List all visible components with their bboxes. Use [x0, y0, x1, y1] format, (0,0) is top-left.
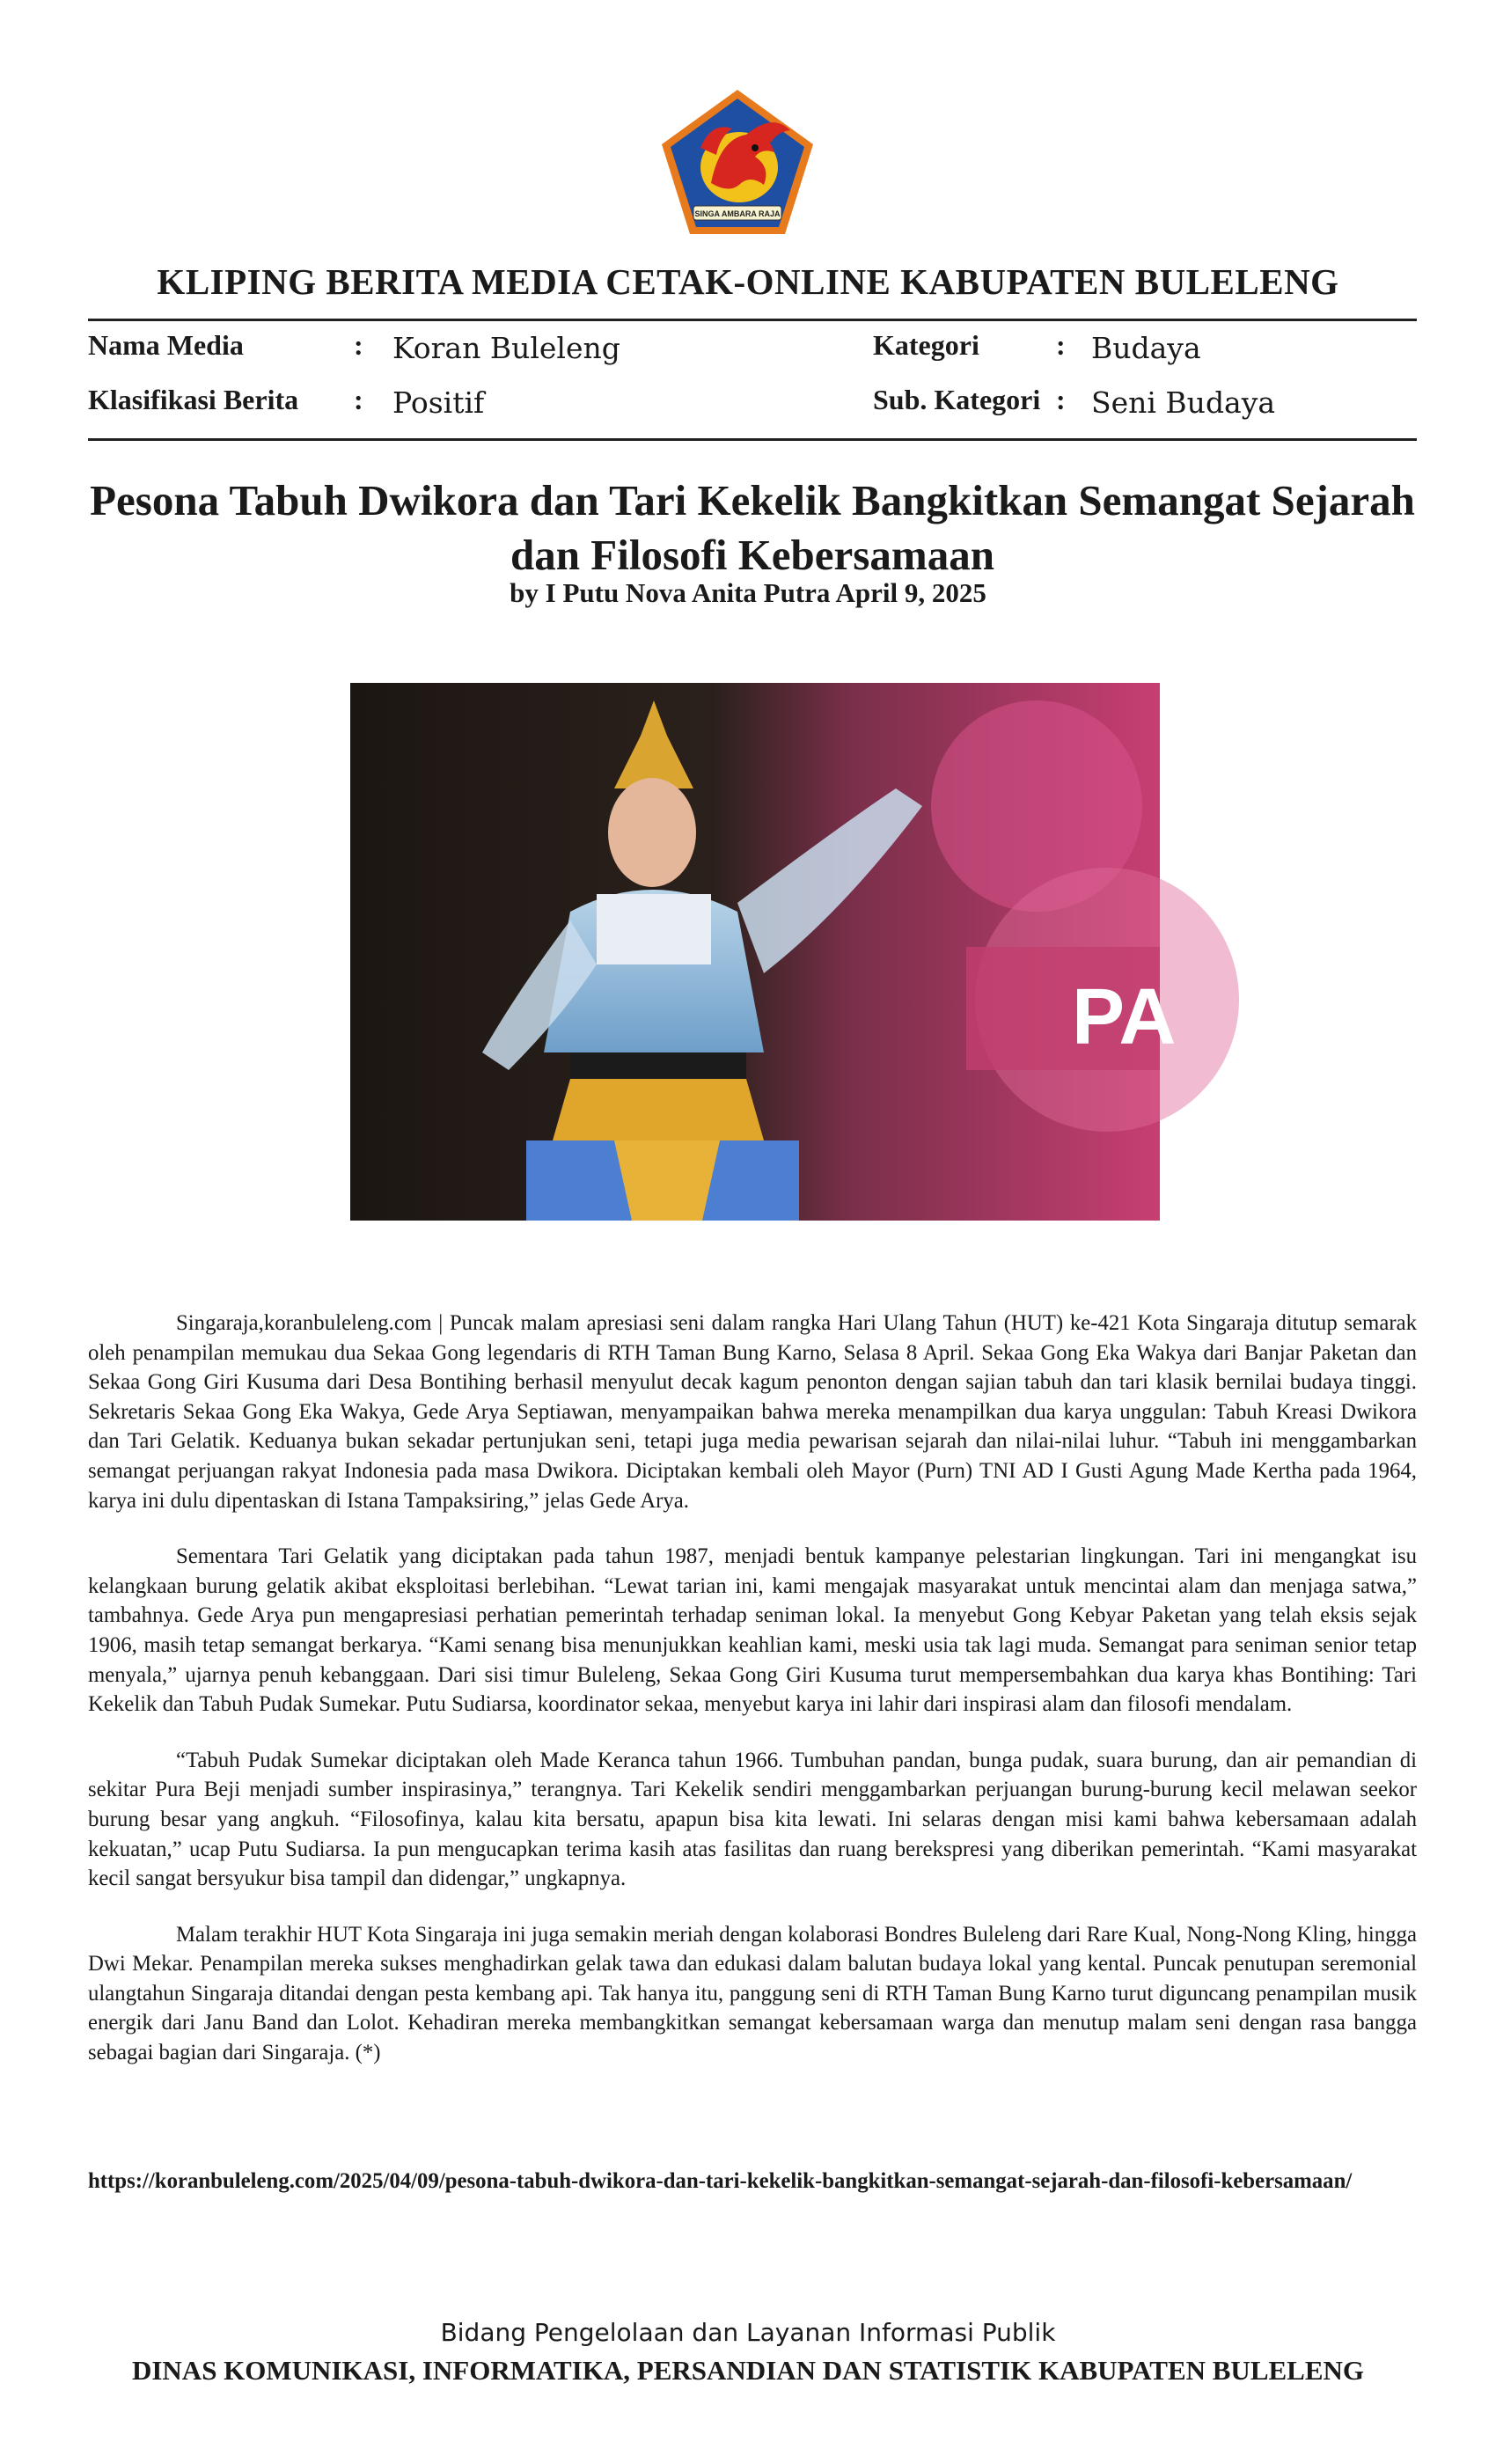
classification-value: Positif — [392, 385, 485, 420]
classification-colon: : — [354, 384, 363, 415]
media-name-value: Koran Buleleng — [392, 331, 620, 365]
article-paragraph-4: Malam terakhir HUT Kota Singaraja ini juga semakin meriah dengan kolaborasi Bondres Buleleng dari Rare Kual, Nong-Nong Kling, hingga Dwi Mekar. Penampilan mereka sukses menghadirkan gelak tawa dan edukasi dalam balutan budaya lokal yang kental. Puncak penutupan seremonial ulangtahun Singaraja ditandai dengan pesta kembang api. Tak hanya itu, panggung seni di RTH Taman Bung Karno turut diguncang penampilan musik energik dari Janu Band dan Lolot. Kehadiran mereka membangkitkan semangat kebersamaan warga dan menutup malam seni dengan rasa bangga sebagai bagian dari Singaraja. (*) — [88, 1922, 1417, 2065]
subcategory-label: Sub. Kategori — [873, 384, 1041, 415]
balinese-dancer-photo-icon — [350, 683, 1177, 1221]
category-colon: : — [1056, 329, 1066, 361]
article-paragraph-1: Singaraja,koranbuleleng.com | Puncak malam apresiasi seni dalam rangka Hari Ulang Tahun (HUT) ke-421 Kota Singaraja ditutup semarak oleh penampilan memukau dua Sekaa Gong legendaris di RTH Taman Bung Karno, Selasa 8 April. Sekaa Gong Eka Wakya dari Banjar Paketan dan Sekaa Gong Giri Kusuma dari Desa Bontihing berhasil menyulut decak kagum penonton dengan sajian tabuh dan tari klasik bernilai budaya tinggi. Sekretaris Sekaa Gong Eka Wakya, Gede Arya Septiawan, menyampaikan bahwa mereka menampilkan dua karya unggulan: Tabuh Kreasi Dwikora dan Tari Gelatik. Keduanya bukan sekadar pertunjukan seni, tetapi juga media pewarisan sejarah dan nilai-nilai luhur. “Tabuh ini menggambarkan semangat perjuangan rakyat Indonesia pada masa Dwikora. Diciptakan kembali oleh Mayor (Purn) TNI AD I Gusti Agung Made Kertha pada 1964, karya ini dulu dipentaskan di Istana Tampaksiring,” jelas Gede Arya. — [88, 1311, 1417, 1513]
article-byline: by I Putu Nova Anita Putra April 9, 2025 — [510, 577, 986, 608]
footer-department: Bidang Pengelolaan dan Layanan Informasi Publik — [440, 2318, 1056, 2347]
article-paragraph-3: “Tabuh Pudak Sumekar diciptakan oleh Made Keranca tahun 1966. Tumbuhan pandan, bunga pudak, suara burung, dan air pemandian di sekitar Pura Beji menjadi sumber inspirasinya,” terangnya. Tari Kekelik sendiri menggambarkan perjuangan burung-burung kecil melawan seekor burung besar yang angkuh. “Filosofinya, kalau kita bersatu, apapun bisa kita lewati. Ini selaras dengan misi kami bahwa kebersamaan adalah kekuatan,” ucap Putu Sudiarsa. Ia pun mengucapkan terima kasih atas fasilitas dan ruang berekspresi yang diberikan pemerintah. “Kami masyarakat kecil sangat bersyukur bisa tampil dan didengar,” ungkapnya. — [88, 1748, 1417, 1891]
photo-sign-text: PA — [1072, 973, 1177, 1061]
subcategory-value: Seni Budaya — [1091, 385, 1276, 420]
source-url-link[interactable]: https://koranbuleleng.com/2025/04/09/pesona-tabuh-dwikora-dan-tari-kekelik-bangkitkan-semangat-sejarah-dan-filosofi-kebersamaan/ — [88, 2169, 1353, 2193]
subcategory-colon: : — [1056, 384, 1066, 415]
top-divider — [88, 319, 1417, 321]
media-name-label: Nama Media — [88, 329, 244, 361]
bottom-divider — [88, 438, 1417, 441]
category-label: Kategori — [873, 329, 979, 361]
category-value: Budaya — [1091, 331, 1201, 365]
article-headline: Pesona Tabuh Dwikora dan Tari Kekelik Bangkitkan Semangat Sejarah dan Filosofi Kebersamaan — [90, 476, 1415, 579]
classification-label: Klasifikasi Berita — [88, 384, 299, 415]
article-paragraph-2: Sementara Tari Gelatik yang diciptakan pada tahun 1987, menjadi bentuk kampanye pelestarian lingkungan. Tari ini mengangkat isu kelangkaan burung gelatik akibat eksploitasi berlebihan. “Lewat tarian ini, kami mengajak masyarakat untuk mencintai alam dan menjaga satwa,” tambahnya. Gede Arya pun mengapresiasi perhatian pemerintah terhadap seniman lokal. Ia menyebut Gong Kebyar Paketan yang telah eksis sejak 1906, masih tetap semangat berkarya. “Kami senang bisa menunjukkan keahlian kami, meski usia tak lagi muda. Semangat para seniman senior tetap menyala,” ujarnya penuh kebanggaan. Dari sisi timur Buleleng, Sekaa Gong Giri Kusuma turut mempersembahkan dua karya khas Bontihing: Tari Kekelik dan Tabuh Pudak Sumekar. Putu Sudiarsa, koordinator sekaa, menyebut karya ini lahir dari inspirasi alam dan filosofi mendalam. — [88, 1544, 1417, 1717]
singa-ambara-raja-emblem-icon — [658, 86, 817, 238]
media-name-colon: : — [354, 329, 363, 361]
logo-motto-text: SINGA AMBARA RAJA — [694, 209, 781, 218]
document-title: KLIPING BERITA MEDIA CETAK-ONLINE KABUPATEN BULELENG — [157, 261, 1339, 302]
footer-agency: DINAS KOMUNIKASI, INFORMATIKA, PERSANDIAN DAN STATISTIK KABUPATEN BULELENG — [131, 2355, 1365, 2386]
article-body — [88, 1309, 1417, 2094]
